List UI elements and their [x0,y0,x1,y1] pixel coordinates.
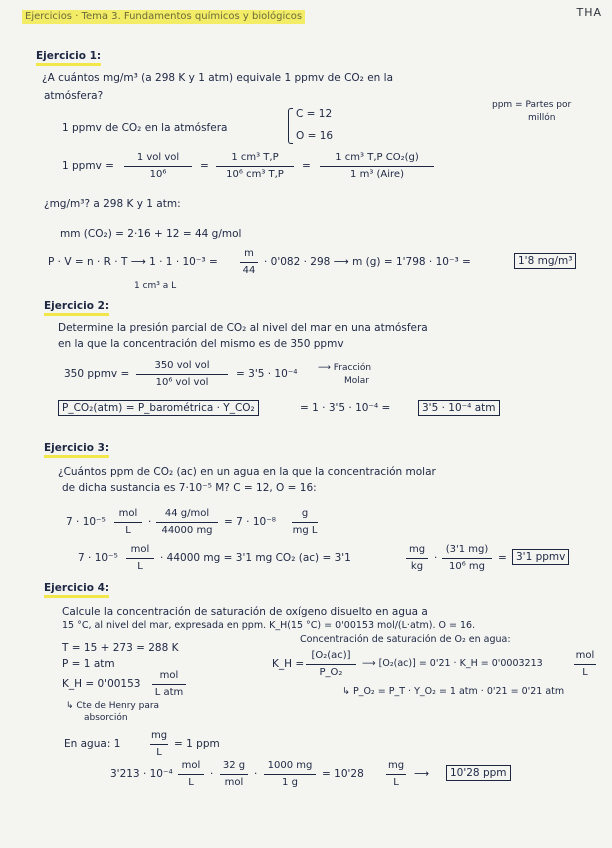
ex1-ideal-gas-num: m [244,248,254,259]
ex4-final-frac4-den: L [393,777,399,788]
ex4-final-arrow: ⟶ [414,768,430,780]
ex1-frac3-den: 1 m³ (Aire) [350,169,404,180]
ex4-henry-note-line1: ↳ Cte de Henry para [66,701,160,711]
ex1-carbon-mass: C = 12 [296,108,333,120]
ex3-a-frac2-num: 44 g/mol [164,508,210,519]
ex3-a-frac2-den: 44000 mg [161,525,213,536]
ex1-ideal-gas-rhs: · 0'082 · 298 ⟶ m (g) = 1'798 · 10⁻³ = [264,256,471,268]
ex1-ideal-gas-den: 44 [242,265,256,276]
ex3-a-frac3-den: mg L [292,525,318,536]
ex3-b-frac3-bar [442,558,492,559]
ex4-water-lead: En agua: 1 [64,738,121,750]
ex1-frac1-den: 10⁶ [149,169,167,180]
ex1-ppm-note-line2: millón [528,113,556,123]
ex3-result: 3'1 ppmv [512,549,569,565]
ex4-final-frac3-bar [264,774,316,775]
ex4-final-lead: 3'213 · 10⁻⁴ [110,768,173,780]
ex4-final-frac3-num: 1000 mg [267,760,313,771]
ex4-heading: Ejercicio 4: [44,582,109,598]
ex1-frac1-num: 1 vol vol [136,152,180,163]
ex2-arrow-note-line1: ⟶ Fracción [318,363,372,373]
ex2-heading: Ejercicio 2: [44,300,109,316]
ex4-henry-note-line2: absorción [84,713,128,723]
ex4-final-frac4-num: mg [387,760,405,771]
ex1-ppm-note-line1: ppm = Partes por [492,100,572,110]
ex4-final-frac2-num: 32 g [222,760,246,771]
ex2-text-line2: en la que la concentración del mismo es de 350 ppmv [58,338,344,350]
ex4-final-frac2-bar [220,774,248,775]
ex4-kh-rhs: ⟶ [O₂(ac)] = 0'21 · K_H = 0'0003213 [362,658,543,669]
ex4-henry-unit-bar [152,684,186,685]
ex1-question2: ¿mg/m³? a 298 K y 1 atm: [44,198,181,210]
ex3-a-dot: · [148,516,152,528]
ex1-eq1: = [200,160,209,172]
ex3-b-eq: = [498,552,507,564]
ex4-text-line2: 15 °C, al nivel del mar, expresada en ppm. K_H(15 °C) = 0'00153 mol/(L·atm). O = 16. [62,620,476,631]
ex1-statement: 1 ppmv de CO₂ en la atmósfera [62,122,228,134]
ex2-frac-num: 350 vol vol [154,360,210,371]
ex4-kh-frac-num: [O₂(ac)] [311,650,351,661]
ex1-heading: Ejercicio 1: [36,50,101,66]
ex4-kh-frac-den: P_O₂ [319,667,343,678]
ex4-water-frac-den: L [156,747,162,758]
ex4-result: 10'28 ppm [446,765,511,781]
ex3-b-frac2-bar [406,558,428,559]
ex4-final-mid: = 10'28 [322,768,364,780]
ex3-b-lead: 7 · 10⁻⁵ [78,552,118,564]
ex4-final-dot2: · [254,768,258,780]
ex4-henry-unit-num: mol [159,670,179,681]
ex1-frac1-bar [124,166,192,167]
ex4-temperature: T = 15 + 273 = 288 K [62,642,179,654]
ex4-subtitle: Concentración de saturación de O₂ en agua: [300,634,511,645]
ex1-brace [288,108,293,144]
ex1-result: 1'8 mg/m³ [514,253,576,269]
ex2-text-line1: Determine la presión parcial de CO₂ al nivel del mar en una atmósfera [58,322,428,334]
ex2-frac-bar [136,374,228,375]
ex4-water-frac-bar [150,744,168,745]
ex2-formula-rhs: = 1 · 3'5 · 10⁻⁴ = [300,402,391,414]
ex4-kh-rhs-bar [574,664,596,665]
ex4-final-frac1-num: mol [181,760,201,771]
page-title: Ejercicios · Tema 3. Fundamentos químicos y biológicos [22,10,305,24]
ex1-frac2-den: 10⁶ cm³ T,P [226,169,284,180]
ex1-volume-note: 1 cm³ a L [134,281,177,291]
ex2-result: 3'5 · 10⁻⁴ atm [418,400,500,416]
ex1-oxygen-mass: O = 16 [296,130,334,142]
ex1-frac3-num: 1 cm³ T,P CO₂(g) [335,152,419,163]
ex4-partial-pressure: ↳ P_O₂ = P_T · Y_O₂ = 1 atm · 0'21 = 0'21 atm [342,686,565,697]
ex1-ideal-gas-bar [240,262,258,263]
ex4-henry-constant: K_H = 0'00153 [62,678,141,690]
ex4-water-frac-num: mg [150,730,168,741]
ex3-a-frac3-bar [292,522,318,523]
ex3-a-frac1-num: mol [118,508,138,519]
ex1-frac2-bar [216,166,294,167]
ex4-final-frac3-den: 1 g [282,777,298,788]
ex2-formula: P_CO₂(atm) = P_barométrica · Y_CO₂ [58,400,259,416]
ex3-text-line1: ¿Cuántos ppm de CO₂ (ac) en un agua en la que la concentración molar [58,466,436,478]
ex4-final-frac2-den: mol [224,777,244,788]
ex3-a-frac1-den: L [125,525,131,536]
ex1-frac3-bar [320,166,434,167]
ex4-kh-frac-bar [306,664,356,665]
corner-tag: THA [576,6,602,19]
ex3-a-frac3-num: g [301,508,309,519]
ex4-final-frac1-den: L [188,777,194,788]
ex1-ideal-gas-lhs: P · V = n · R · T ⟶ 1 · 1 · 10⁻³ = [48,256,218,268]
ex3-b-frac1-den: L [137,561,143,572]
ex3-a-frac2-bar [156,522,218,523]
ex2-lhs: 350 ppmv = [64,368,130,380]
ex1-molar-mass: mm (CO₂) = 2·16 + 12 = 44 g/mol [60,228,242,240]
ex4-final-frac4-bar [386,774,406,775]
ex1-frac2-num: 1 cm³ T,P [231,152,279,163]
ex1-ppmv-lhs: 1 ppmv = [62,160,114,172]
ex3-b-frac2-num: mg [408,544,426,555]
ex4-final-frac1-bar [178,774,204,775]
ex3-a-frac1-bar [114,522,142,523]
ex3-text-line2: de dicha sustancia es 7·10⁻⁵ M? C = 12, O = 16: [62,482,317,494]
ex3-b-frac1-bar [126,558,154,559]
ex4-henry-unit-den: L atm [154,687,184,698]
ex2-frac-den: 10⁶ vol vol [155,377,209,388]
ex4-pressure: P = 1 atm [62,658,115,670]
ex4-water-rhs: = 1 ppm [174,738,220,750]
ex3-a-lead: 7 · 10⁻⁵ [66,516,106,528]
ex3-b-dot: · [434,552,438,564]
ex3-a-mid: = 7 · 10⁻⁸ [224,516,276,528]
ex4-kh-lhs: K_H = [272,658,305,670]
ex3-b-frac3-num: (3'1 mg) [445,544,489,555]
ex3-heading: Ejercicio 3: [44,442,109,458]
ex4-kh-rhs-den: L [582,667,588,678]
ex2-arrow-note-line2: Molar [344,376,369,386]
ex4-kh-rhs-num: mol [575,650,595,661]
ex3-b-frac2-den: kg [410,561,424,572]
ex3-b-frac3-den: 10⁶ mg [448,561,485,572]
ex4-text-line1: Calcule la concentración de saturación de oxígeno disuelto en agua a [62,606,428,618]
ex2-rhs: = 3'5 · 10⁻⁴ [236,368,298,380]
ex3-b-frac1-num: mol [130,544,150,555]
ex4-final-dot1: · [210,768,214,780]
ex1-question-line1: ¿A cuántos mg/m³ (a 298 K y 1 atm) equivale 1 ppmv de CO₂ en la [42,72,394,84]
ex3-b-mid: · 44000 mg = 3'1 mg CO₂ (ac) = 3'1 [160,552,351,564]
ex1-eq2: = [302,160,311,172]
ex1-question-line2: atmósfera? [44,90,104,102]
